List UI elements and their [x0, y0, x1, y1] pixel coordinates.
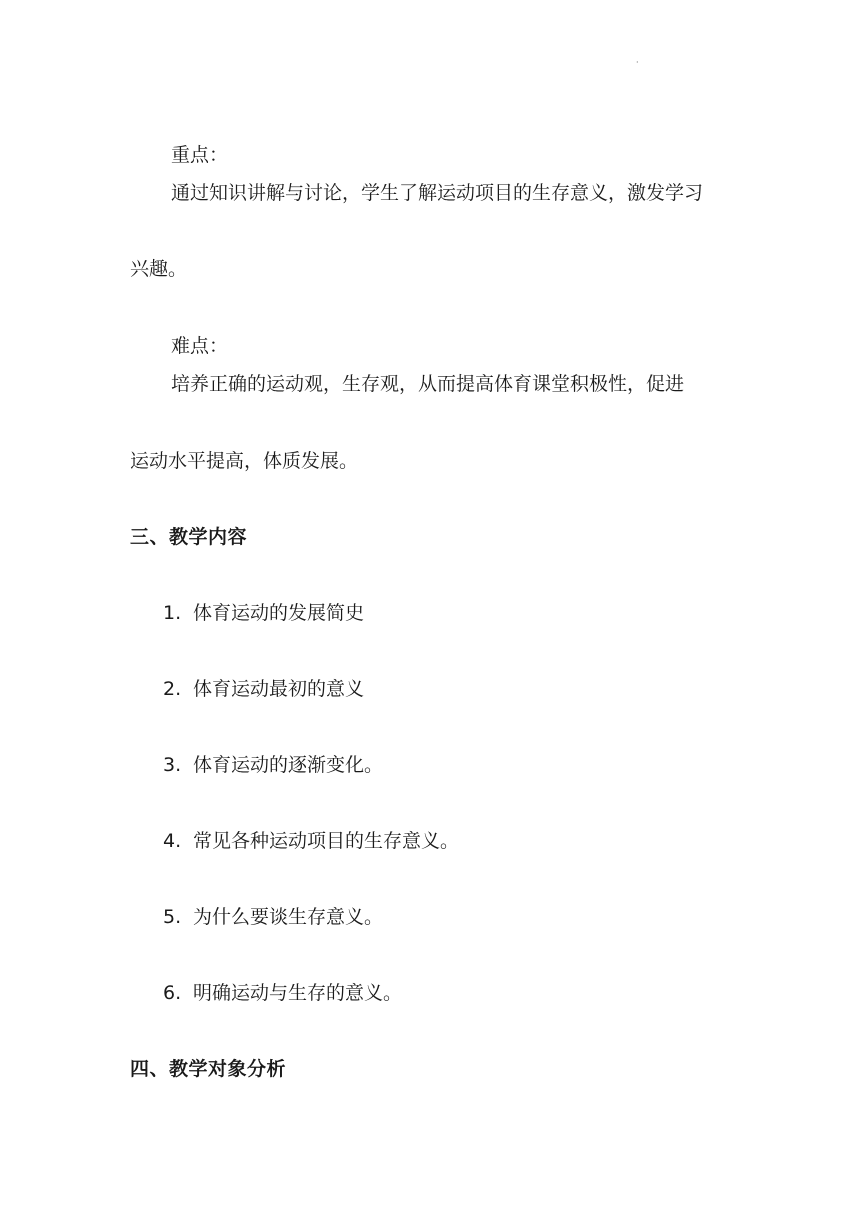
list-item-text: 体育运动最初的意义	[193, 678, 365, 700]
key-point-text-line1: 通过知识讲解与讨论，学生了解运动项目的生存意义，激发学习	[171, 182, 704, 204]
section-heading-teaching-content: 三、教学内容	[130, 526, 248, 548]
difficult-point-text-line2: 运动水平提高，体质发展。	[130, 450, 359, 472]
list-item-number: 2.	[163, 678, 182, 700]
key-point-text-line2: 兴趣。	[130, 258, 188, 280]
list-item-text: 体育运动的发展简史	[193, 602, 365, 624]
key-point-label: 重点：	[171, 144, 229, 166]
list-item	[163, 601, 364, 625]
difficult-point-text-line1: 培养正确的运动观，生存观，从而提高体育课堂积极性，促进	[171, 373, 685, 395]
list-item	[163, 981, 402, 1005]
list-item-number: 5.	[163, 906, 182, 928]
difficult-point-label: 难点：	[171, 335, 229, 357]
list-item-number: 6.	[163, 982, 182, 1004]
list-item	[163, 905, 383, 929]
list-item	[163, 829, 459, 853]
list-item-text: 为什么要谈生存意义。	[193, 906, 384, 928]
list-item-text: 常见各种运动项目的生存意义。	[193, 830, 460, 852]
list-item-text: 明确运动与生存的意义。	[193, 982, 403, 1004]
list-item-text: 体育运动的逐渐变化。	[193, 754, 384, 776]
list-item-number: 4.	[163, 830, 182, 852]
list-item	[163, 753, 383, 777]
list-item-number: 3.	[163, 754, 182, 776]
list-item-number: 1.	[163, 602, 182, 624]
header-mark: ·	[636, 58, 639, 67]
list-item	[163, 677, 364, 701]
section-heading-learner-analysis: 四、教学对象分析	[130, 1058, 287, 1080]
